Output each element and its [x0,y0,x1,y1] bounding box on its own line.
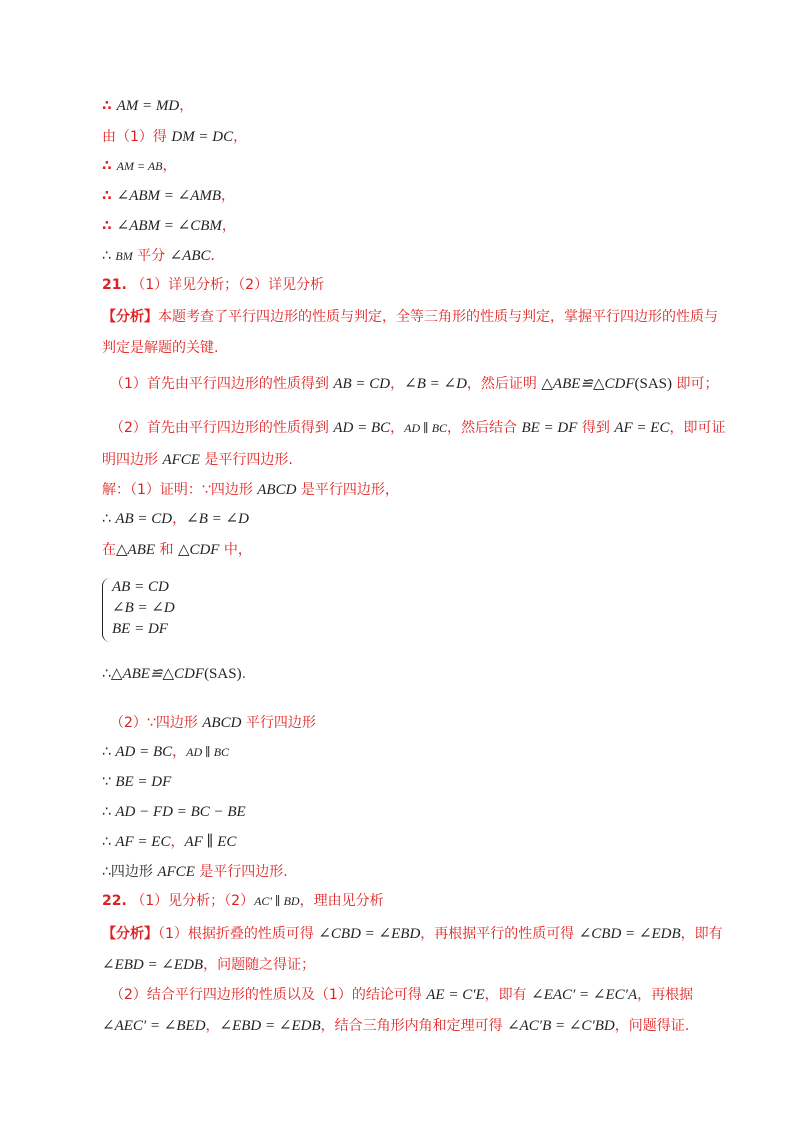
analysis-22-line1: 【分析】（1）根据折叠的性质可得 ∠CBD = ∠EBD，再根据平行的性质可得 ∠CBD = ∠EDB，即有 [102,926,723,942]
answer-22-header: 22. （1）见分析；（2）AC′ ∥ BD，理由见分析 [102,893,384,909]
solution-21-2-line6: ∴四边形 AFCE 是平行四边形. [102,864,288,880]
proof-line-abm-cbm: ∴ ∠ABM = ∠CBM， [102,218,236,234]
proof-line-am-md: ∴ AM = MD， [102,98,194,114]
answer-21-header: 21. （1）详见分析；（2）详见分析 [102,277,325,293]
system-line-2: ∠B = ∠D [112,600,175,616]
solution-21-2-line1: （2）∵四边形 ABCD 平行四边形 [110,715,316,731]
system-line-3: BE = DF [112,621,168,637]
system-brace [102,578,110,642]
solution-21-1-line3: 在△ABE 和 △CDF 中， [102,542,252,558]
analysis-22-line4: ∠AEC′ = ∠BED，∠EBD = ∠EDB，结合三角形内角和定理可得 ∠AC′B = ∠C′BD，问题得证. [102,1018,690,1034]
analysis-22-line2: ∠EBD = ∠EDB，问题随之得证； [102,957,316,973]
proof-line-dm-dc: 由（1）得 DM = DC， [102,129,248,145]
analysis-21-line1: 【分析】本题考查了平行四边形的性质与判定，全等三角形的性质与判定，掌握平行四边形的性质与 [102,309,718,325]
proof-line-am-ab: ∴ AM = AB， [102,158,177,174]
analysis-22-line3: （2）结合平行四边形的性质以及（1）的结论可得 AE = C′E，即有 ∠EAC′ = ∠EC′A，再根据 [110,987,694,1003]
solution-21-1-conclusion: ∴△ABE≌△CDF(SAS). [102,666,247,682]
analysis-21-part2-cont: 明四边形 AFCE 是平行四边形. [102,452,293,468]
proof-line-abm-amb: ∴ ∠ABM = ∠AMB， [102,188,236,204]
system-line-1: AB = CD [112,579,169,595]
solution-21-1-line1: 解：（1）证明：∵四边形 ABCD 是平行四边形， [102,482,399,498]
analysis-21-part1: （1）首先由平行四边形的性质得到 AB = CD，∠B = ∠D，然后证明 △ABE≌△CDF(SAS) 即可； [110,376,719,392]
solution-21-2-line5: ∴ AF = EC，AF ∥ EC [102,834,237,850]
solution-21-2-line2: ∴ AD = BC，AD ∥ BC [102,744,230,760]
solution-21-2-line3: ∵ BE = DF [102,774,172,790]
proof-line-bisector: ∴ BM 平分 ∠ABC． [102,248,225,264]
solution-21-1-line2: ∴ AB = CD，∠B = ∠D [102,511,249,527]
analysis-21-part2: （2）首先由平行四边形的性质得到 AD = BC，AD ∥ BC，然后结合 BE = DF 得到 AF = EC，即可证 [110,420,726,436]
solution-21-2-line4: ∴ AD − FD = BC − BE [102,804,246,820]
analysis-21-line2: 判定是解题的关键. [102,340,219,356]
